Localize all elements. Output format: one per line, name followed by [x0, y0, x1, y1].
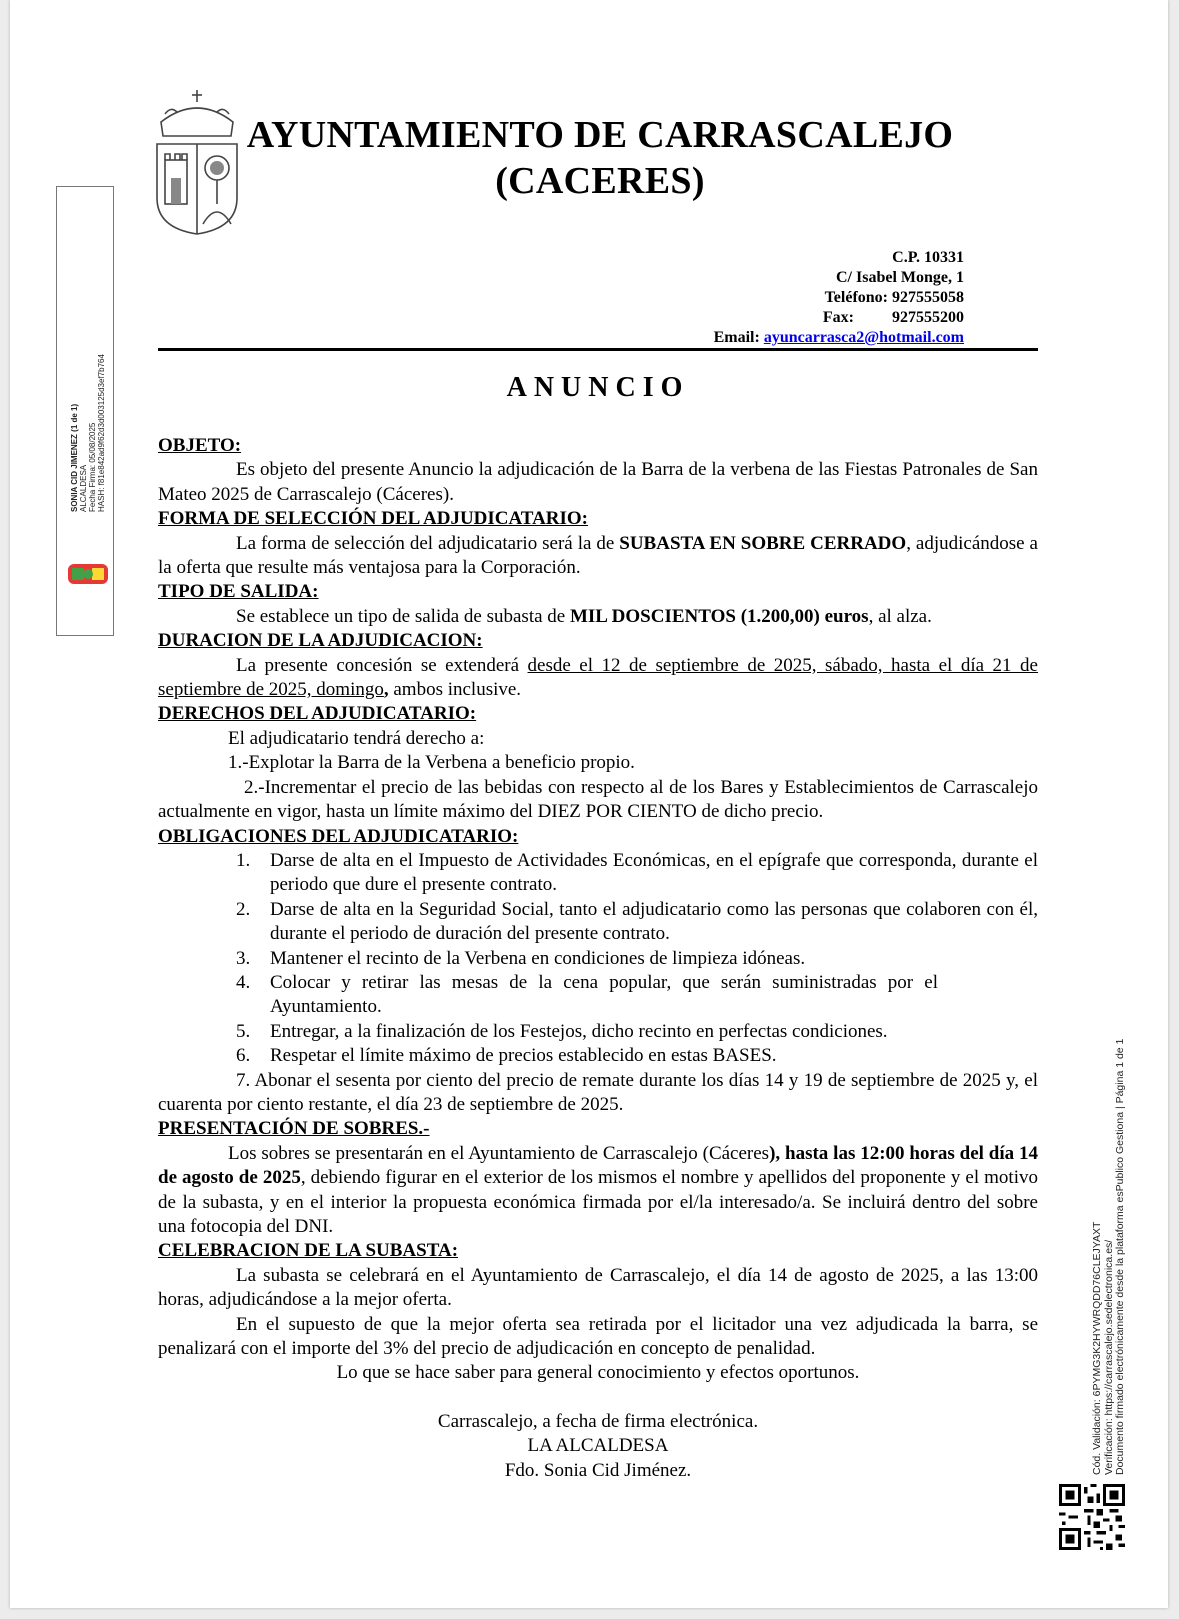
stamp-date: Fecha Firma: 05/08/2025 [88, 422, 97, 512]
title-line-2: (CACERES) [495, 160, 705, 202]
phone-number: 927555058 [892, 289, 964, 306]
heading-derechos: DERECHOS DEL ADJUDICATARIO: [158, 703, 477, 725]
signature-name: Fdo. Sonia Cid Jiménez. [504, 1459, 692, 1481]
document-page [10, 0, 1168, 1608]
list-item: 5. Entregar, a la finalización de los Festejos, dicho recinto en perfectas condiciones. [236, 1020, 888, 1042]
fax-line [714, 308, 964, 328]
derechos-intro: El adjudicatario tendrá derecho a: [228, 727, 485, 749]
list-item: 1. Darse de alta en el Impuesto de Actividades Económicas, en el epígrafe que corresponda, durante el periodo que dure el presente contrato. [236, 849, 1038, 896]
heading-celebracion: CELEBRACION DE LA SUBASTA: [158, 1240, 459, 1262]
list-item-7: 7. Abonar el sesenta por ciento del precio de remate durante los días 14 y 19 de septiembre de 2025 y, el cuarenta por ciento restante, el día 23 de septiembre de 2025. [158, 1069, 1038, 1115]
email-label: Email: [713, 329, 760, 346]
presentacion-text: Los sobres se presentarán en el Ayuntamiento de Carrascalejo (Cáceres), hasta las 12:00 horas del día 14 de agosto de 2025, debiendo figurar en el exterior de los mismos el nombre y apellidos del proponente y el motivo de la subasta, y en el interior la propuesta económica firmada por el/la interesado/a. Se incluirá dentro del sobre una fotocopia del DNI. [158, 1142, 1038, 1237]
duracion-text: La presente concesión se extenderá desde el 12 de septiembre de 2025, sábado, hasta el día 21 de septiembre de 2025, domingo, ambos inclusive. [158, 654, 1038, 701]
obligaciones-list [158, 849, 1038, 1117]
contact-block [714, 248, 964, 348]
signature-place-date: Carrascalejo, a fecha de firma electrónica. [437, 1410, 759, 1432]
verification-code: Cód. Validación: 6PYMG3K2HYWRQDD76CLEJYAXT [1091, 1221, 1103, 1475]
header-title [240, 112, 960, 204]
stamp-text [70, 212, 106, 512]
closing-line: Lo que se hace saber para general conocimiento y efectos oportunos. [336, 1362, 860, 1384]
heading-duracion: DURACION DE LA ADJUDICACION: [158, 630, 483, 652]
tipo-text: Se establece un tipo de salida de subasta de MIL DOSCIENTOS (1.200,00) euros, al alza. [236, 605, 932, 627]
list-item: 3. Mantener el recinto de la Verbena en condiciones de limpieza idóneas. [236, 947, 806, 969]
fax-number: 927555200 [892, 309, 964, 326]
heading-forma: FORMA DE SELECCIÓN DEL ADJUDICATARIO: [158, 508, 589, 530]
coat-of-arms-logo [151, 88, 243, 238]
celebracion-p2: En el supuesto de que la mejor oferta sea retirada por el licitador una vez adjudicada la barra, se penalizará con el importe del 3% del precio de adjudicación en concepto de penalidad. [158, 1313, 1038, 1360]
signature-role: LA ALCALDESA [527, 1435, 669, 1457]
stamp-hash: HASH: f81e842ad9f62d3d003125d3ef7b764 [97, 354, 106, 512]
heading-objeto: OBJETO: [158, 435, 242, 456]
heading-obligaciones: OBLIGACIONES DEL ADJUDICATARIO: [158, 825, 519, 847]
derechos-item-1: 1.-Explotar la Barra de la Verbena a beneficio propio. [228, 752, 635, 774]
derechos-item-2: 2.-Incrementar el precio de las bebidas con respecto al de los Bares y Establecimientos de Carrascalejo actualmente en vigor, hasta un límite máximo del DIEZ POR CIENTO de dicho precio. [158, 776, 1038, 823]
objeto-text: Es objeto del presente Anuncio la adjudicación de la Barra de la verbena de las Fiestas Patronales de San Mateo 2025 de Carrascalejo (Cáceres). [158, 459, 1038, 505]
announcement-title: ANUNCIO [506, 372, 690, 403]
verification-url: Verificación: https://carrascalejo.sedelectronica.es/ [1102, 1239, 1115, 1475]
header-divider [158, 348, 1038, 351]
email-link[interactable]: ayuncarrasca2@hotmail.com [763, 329, 964, 346]
fax-label: Fax: [822, 309, 854, 326]
verification-sidebar [1092, 955, 1127, 1475]
title-line-1: AYUNTAMIENTO DE CARRASCALEJO [246, 114, 954, 156]
list-item: 4. Colocar y retirar las mesas de la cena popular, que serán suministradas por el Ayuntamiento. [236, 971, 938, 1018]
phone-label: Teléfono: [824, 289, 888, 306]
list-item: 6. Respetar el límite máximo de precios establecido en estas BASES. [236, 1045, 777, 1067]
stamp-role: ALCALDESA [79, 464, 88, 512]
qr-code [1059, 1484, 1125, 1550]
stamp-signer: SONIA CID JIMENEZ (1 de 1) [70, 403, 79, 512]
heading-presentacion: PRESENTACIÓN DE SOBRES.- [158, 1118, 430, 1140]
email-line [714, 328, 964, 348]
verification-note: Documento firmado electrónicamente desde la plataforma esPublico Gestiona | Página 1 de 1 [1114, 1038, 1126, 1475]
address: C/ Isabel Monge, 1 [836, 269, 964, 286]
phone-line [714, 288, 964, 308]
stamp-crest-icon [66, 560, 110, 588]
postal-code: C.P. 10331 [892, 249, 964, 266]
document-body [158, 434, 1038, 1483]
list-item: 2. Darse de alta en la Seguridad Social, tanto el adjudicatario como las personas que colaboren con él, durante el periodo de duración del presente contrato. [236, 898, 1038, 945]
heading-tipo: TIPO DE SALIDA: [158, 581, 319, 603]
forma-text: La forma de selección del adjudicatario será la de SUBASTA EN SOBRE CERRADO, adjudicándose a la oferta que resulte más ventajosa para la Corporación. [158, 532, 1038, 579]
celebracion-p1: La subasta se celebrará en el Ayuntamiento de Carrascalejo, el día 14 de agosto de 2025, a las 13:00 horas, adjudicándose a la mejor oferta. [158, 1264, 1038, 1311]
